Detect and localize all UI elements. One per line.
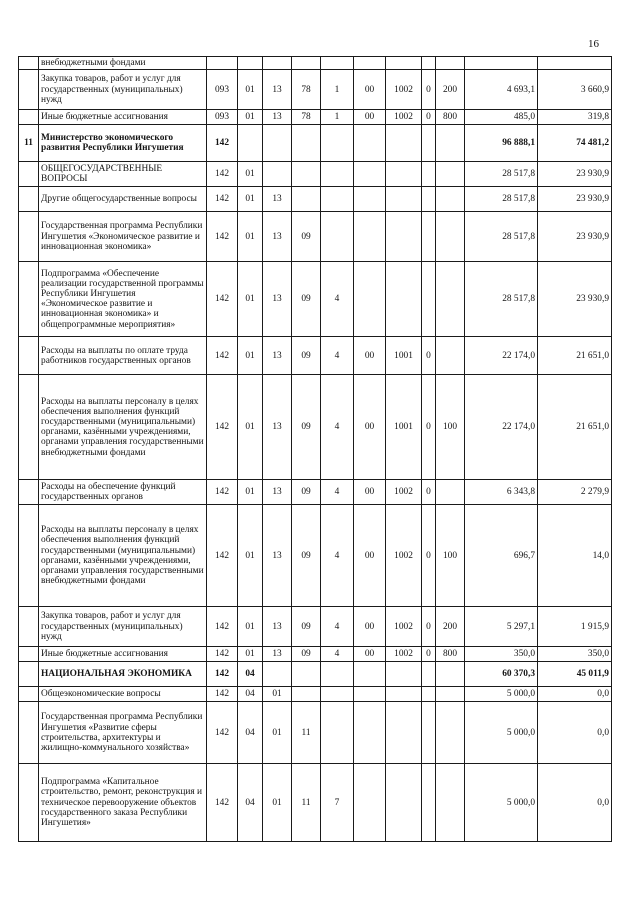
- row-number: [19, 262, 39, 337]
- row-name: ОБЩЕГОСУДАРСТВЕННЫЕ ВОПРОСЫ: [39, 162, 207, 187]
- table-row: [19, 110, 612, 125]
- subsection-code: 13: [263, 375, 292, 480]
- subprogram-code: [321, 687, 354, 702]
- expense-type-code: [436, 57, 465, 70]
- program-code: 09: [292, 480, 321, 505]
- table-row: [19, 480, 612, 505]
- ministry-code: 142: [207, 607, 238, 647]
- ministry-code: 142: [207, 687, 238, 702]
- expense-code-suffix: 0: [422, 337, 436, 375]
- row-number: [19, 337, 39, 375]
- row-number: [19, 505, 39, 607]
- table-body: [19, 57, 612, 842]
- table-row: [19, 187, 612, 212]
- program-code: 09: [292, 212, 321, 262]
- expense-code-suffix: 0: [422, 505, 436, 607]
- expense-code: [386, 687, 422, 702]
- expense-code: [386, 662, 422, 687]
- subprogram-code: 1: [321, 70, 354, 110]
- row-name: Министерство экономического развития Республики Ингушетия: [39, 125, 207, 162]
- subsection-code: 13: [263, 262, 292, 337]
- row-number: [19, 662, 39, 687]
- table-row: [19, 125, 612, 162]
- expense-code: [386, 57, 422, 70]
- table-row: [19, 687, 612, 702]
- expense-code-suffix: [422, 687, 436, 702]
- row-number: [19, 702, 39, 764]
- amount-executed: 0,0: [538, 687, 612, 702]
- subsection-code: [263, 162, 292, 187]
- section-code: 01: [238, 480, 263, 505]
- row-number: [19, 57, 39, 70]
- amount-planned: [465, 57, 538, 70]
- expense-type-code: [436, 162, 465, 187]
- direction-code: 00: [354, 647, 386, 662]
- section-code: 01: [238, 212, 263, 262]
- subprogram-code: [321, 125, 354, 162]
- expense-code-suffix: 0: [422, 110, 436, 125]
- subprogram-code: [321, 162, 354, 187]
- expense-code: 1002: [386, 480, 422, 505]
- amount-executed: 350,0: [538, 647, 612, 662]
- subsection-code: [263, 57, 292, 70]
- expense-code: [386, 702, 422, 764]
- section-code: 01: [238, 187, 263, 212]
- row-number: [19, 187, 39, 212]
- row-name: Расходы на выплаты персоналу в целях обеспечения выполнения функций государственными (муниципальными) органами, казёнными учреждениями, органами управления государственными внебюджетными фондами: [39, 505, 207, 607]
- amount-planned: 5 000,0: [465, 687, 538, 702]
- row-name: Закупка товаров, работ и услуг для государственных (муниципальных) нужд: [39, 70, 207, 110]
- ministry-code: 142: [207, 702, 238, 764]
- ministry-code: 142: [207, 262, 238, 337]
- program-code: 11: [292, 702, 321, 764]
- amount-planned: 60 370,3: [465, 662, 538, 687]
- subprogram-code: [321, 57, 354, 70]
- row-name: Государственная программа Республики Ингушетия «Развитие сферы строительства, архитектуры и жилищно-коммунального хозяйства»: [39, 702, 207, 764]
- amount-planned: 28 517,8: [465, 212, 538, 262]
- subprogram-code: 4: [321, 647, 354, 662]
- expense-type-code: [436, 125, 465, 162]
- table-row: [19, 764, 612, 842]
- section-code: 01: [238, 505, 263, 607]
- expense-code-suffix: [422, 662, 436, 687]
- section-code: 01: [238, 375, 263, 480]
- subprogram-code: 4: [321, 480, 354, 505]
- expense-code: 1002: [386, 110, 422, 125]
- subprogram-code: 7: [321, 764, 354, 842]
- row-name: НАЦИОНАЛЬНАЯ ЭКОНОМИКА: [39, 662, 207, 687]
- amount-executed: 2 279,9: [538, 480, 612, 505]
- direction-code: 00: [354, 480, 386, 505]
- amount-executed: 3 660,9: [538, 70, 612, 110]
- subprogram-code: [321, 662, 354, 687]
- expense-code-suffix: [422, 57, 436, 70]
- section-code: [238, 57, 263, 70]
- section-code: 01: [238, 647, 263, 662]
- expense-code-suffix: [422, 702, 436, 764]
- row-name: Другие общегосударственные вопросы: [39, 187, 207, 212]
- row-number: [19, 687, 39, 702]
- subprogram-code: [321, 702, 354, 764]
- direction-code: [354, 262, 386, 337]
- amount-executed: 23 930,9: [538, 187, 612, 212]
- table-row: [19, 162, 612, 187]
- table-row: [19, 647, 612, 662]
- amount-planned: 6 343,8: [465, 480, 538, 505]
- ministry-code: 142: [207, 480, 238, 505]
- amount-executed: 319,8: [538, 110, 612, 125]
- program-code: [292, 125, 321, 162]
- amount-executed: [538, 57, 612, 70]
- program-code: [292, 187, 321, 212]
- ministry-code: 142: [207, 162, 238, 187]
- table-row: [19, 57, 612, 70]
- row-name: Закупка товаров, работ и услуг для государственных (муниципальных) нужд: [39, 607, 207, 647]
- direction-code: [354, 764, 386, 842]
- page-number: 16: [588, 38, 599, 50]
- expense-code-suffix: 0: [422, 375, 436, 480]
- expense-code: [386, 262, 422, 337]
- direction-code: [354, 212, 386, 262]
- direction-code: 00: [354, 110, 386, 125]
- table-row: [19, 505, 612, 607]
- row-name: Подпрограмма «Обеспечение реализации государственной программы Республики Ингушетия «Экономическое развитие и инновационная экономика» и общепрограммные мероприятия»: [39, 262, 207, 337]
- expense-type-code: [436, 480, 465, 505]
- table-row: [19, 702, 612, 764]
- table-row: [19, 212, 612, 262]
- subsection-code: [263, 125, 292, 162]
- row-number: [19, 480, 39, 505]
- row-name: Расходы на выплаты персоналу в целях обеспечения выполнения функций государственными (муниципальными) органами, казёнными учреждениями, органами управления государственными внебюджетными фондами: [39, 375, 207, 480]
- program-code: [292, 687, 321, 702]
- expense-code-suffix: 0: [422, 70, 436, 110]
- direction-code: [354, 125, 386, 162]
- amount-executed: 21 651,0: [538, 375, 612, 480]
- section-code: 04: [238, 687, 263, 702]
- row-number: [19, 764, 39, 842]
- amount-planned: 5 297,1: [465, 607, 538, 647]
- ministry-code: [207, 57, 238, 70]
- expense-type-code: [436, 687, 465, 702]
- program-code: [292, 162, 321, 187]
- subsection-code: 13: [263, 505, 292, 607]
- section-code: 01: [238, 162, 263, 187]
- table-row: [19, 607, 612, 647]
- expense-type-code: 200: [436, 607, 465, 647]
- expense-type-code: [436, 662, 465, 687]
- amount-planned: 4 693,1: [465, 70, 538, 110]
- row-number: [19, 375, 39, 480]
- amount-executed: 14,0: [538, 505, 612, 607]
- table-row: [19, 337, 612, 375]
- row-number: [19, 162, 39, 187]
- amount-executed: 1 915,9: [538, 607, 612, 647]
- program-code: 78: [292, 110, 321, 125]
- section-code: 04: [238, 662, 263, 687]
- program-code: 09: [292, 262, 321, 337]
- direction-code: 00: [354, 505, 386, 607]
- subsection-code: 01: [263, 687, 292, 702]
- amount-planned: 96 888,1: [465, 125, 538, 162]
- row-name: Иные бюджетные ассигнования: [39, 647, 207, 662]
- direction-code: 00: [354, 337, 386, 375]
- ministry-code: 142: [207, 337, 238, 375]
- direction-code: [354, 702, 386, 764]
- direction-code: [354, 57, 386, 70]
- expense-type-code: [436, 337, 465, 375]
- section-code: 04: [238, 702, 263, 764]
- ministry-code: 142: [207, 187, 238, 212]
- amount-planned: 22 174,0: [465, 375, 538, 480]
- ministry-code: 142: [207, 375, 238, 480]
- expense-code-suffix: [422, 764, 436, 842]
- row-number: [19, 110, 39, 125]
- expense-type-code: [436, 212, 465, 262]
- amount-executed: 0,0: [538, 764, 612, 842]
- subsection-code: 13: [263, 480, 292, 505]
- expense-code-suffix: [422, 262, 436, 337]
- expense-code-suffix: [422, 162, 436, 187]
- subprogram-code: [321, 187, 354, 212]
- row-number: [19, 212, 39, 262]
- amount-planned: 696,7: [465, 505, 538, 607]
- expense-code: 1002: [386, 607, 422, 647]
- subprogram-code: [321, 212, 354, 262]
- section-code: 01: [238, 607, 263, 647]
- expense-type-code: [436, 262, 465, 337]
- subsection-code: 01: [263, 764, 292, 842]
- expense-code-suffix: 0: [422, 480, 436, 505]
- row-number: 11: [19, 125, 39, 162]
- expense-code: 1001: [386, 337, 422, 375]
- subprogram-code: 4: [321, 607, 354, 647]
- program-code: [292, 57, 321, 70]
- expense-code: 1001: [386, 375, 422, 480]
- ministry-code: 142: [207, 505, 238, 607]
- row-name: внебюджетными фондами: [39, 57, 207, 70]
- subsection-code: 13: [263, 110, 292, 125]
- amount-planned: 5 000,0: [465, 764, 538, 842]
- subsection-code: 13: [263, 607, 292, 647]
- program-code: 78: [292, 70, 321, 110]
- amount-executed: 45 011,9: [538, 662, 612, 687]
- row-name: Государственная программа Республики Ингушетия «Экономическое развитие и инновационная экономика»: [39, 212, 207, 262]
- expense-type-code: [436, 187, 465, 212]
- table-row: [19, 375, 612, 480]
- direction-code: 00: [354, 375, 386, 480]
- expense-code: 1002: [386, 505, 422, 607]
- expense-code: 1002: [386, 70, 422, 110]
- amount-planned: 485,0: [465, 110, 538, 125]
- subsection-code: 13: [263, 337, 292, 375]
- amount-executed: 23 930,9: [538, 212, 612, 262]
- row-name: Иные бюджетные ассигнования: [39, 110, 207, 125]
- amount-planned: 28 517,8: [465, 162, 538, 187]
- program-code: 09: [292, 647, 321, 662]
- ministry-code: 093: [207, 70, 238, 110]
- program-code: 11: [292, 764, 321, 842]
- section-code: [238, 125, 263, 162]
- expense-type-code: [436, 764, 465, 842]
- expense-type-code: 100: [436, 375, 465, 480]
- expense-code-suffix: [422, 212, 436, 262]
- direction-code: [354, 187, 386, 212]
- subsection-code: [263, 662, 292, 687]
- ministry-code: 142: [207, 764, 238, 842]
- expense-code: [386, 125, 422, 162]
- ministry-code: 093: [207, 110, 238, 125]
- table-row: [19, 262, 612, 337]
- row-name: Общеэкономические вопросы: [39, 687, 207, 702]
- direction-code: 00: [354, 70, 386, 110]
- amount-executed: 23 930,9: [538, 262, 612, 337]
- subprogram-code: 1: [321, 110, 354, 125]
- expense-type-code: [436, 702, 465, 764]
- amount-executed: 74 481,2: [538, 125, 612, 162]
- ministry-code: 142: [207, 662, 238, 687]
- expense-code: [386, 162, 422, 187]
- subsection-code: 13: [263, 647, 292, 662]
- row-number: [19, 70, 39, 110]
- section-code: 04: [238, 764, 263, 842]
- expense-type-code: 800: [436, 647, 465, 662]
- budget-table: [18, 56, 612, 842]
- program-code: [292, 662, 321, 687]
- table-row: [19, 70, 612, 110]
- ministry-code: 142: [207, 125, 238, 162]
- amount-executed: 21 651,0: [538, 337, 612, 375]
- section-code: 01: [238, 110, 263, 125]
- row-name: Подпрограмма «Капитальное строительство, ремонт, реконструкция и техническое перевооружение объектов государственного заказа Республики Ингушетия»: [39, 764, 207, 842]
- subsection-code: 13: [263, 187, 292, 212]
- subsection-code: 13: [263, 70, 292, 110]
- subprogram-code: 4: [321, 375, 354, 480]
- ministry-code: 142: [207, 212, 238, 262]
- row-name: Расходы на обеспечение функций государственных органов: [39, 480, 207, 505]
- subprogram-code: 4: [321, 262, 354, 337]
- program-code: 09: [292, 337, 321, 375]
- expense-type-code: 200: [436, 70, 465, 110]
- section-code: 01: [238, 337, 263, 375]
- amount-planned: 28 517,8: [465, 262, 538, 337]
- row-number: [19, 647, 39, 662]
- table-row: [19, 662, 612, 687]
- expense-code: [386, 187, 422, 212]
- ministry-code: 142: [207, 647, 238, 662]
- subsection-code: 01: [263, 702, 292, 764]
- amount-executed: 0,0: [538, 702, 612, 764]
- subsection-code: 13: [263, 212, 292, 262]
- amount-executed: 23 930,9: [538, 162, 612, 187]
- amount-planned: 28 517,8: [465, 187, 538, 212]
- expense-type-code: 100: [436, 505, 465, 607]
- direction-code: [354, 687, 386, 702]
- expense-code: [386, 212, 422, 262]
- subprogram-code: 4: [321, 337, 354, 375]
- expense-code: 1002: [386, 647, 422, 662]
- program-code: 09: [292, 505, 321, 607]
- direction-code: 00: [354, 607, 386, 647]
- row-number: [19, 607, 39, 647]
- amount-planned: 350,0: [465, 647, 538, 662]
- amount-planned: 5 000,0: [465, 702, 538, 764]
- section-code: 01: [238, 70, 263, 110]
- row-name: Расходы на выплаты по оплате труда работников государственных органов: [39, 337, 207, 375]
- direction-code: [354, 662, 386, 687]
- program-code: 09: [292, 607, 321, 647]
- expense-code-suffix: [422, 187, 436, 212]
- expense-type-code: 800: [436, 110, 465, 125]
- expense-code: [386, 764, 422, 842]
- expense-code-suffix: 0: [422, 647, 436, 662]
- subprogram-code: 4: [321, 505, 354, 607]
- expense-code-suffix: [422, 125, 436, 162]
- direction-code: [354, 162, 386, 187]
- program-code: 09: [292, 375, 321, 480]
- expense-code-suffix: 0: [422, 607, 436, 647]
- section-code: 01: [238, 262, 263, 337]
- amount-planned: 22 174,0: [465, 337, 538, 375]
